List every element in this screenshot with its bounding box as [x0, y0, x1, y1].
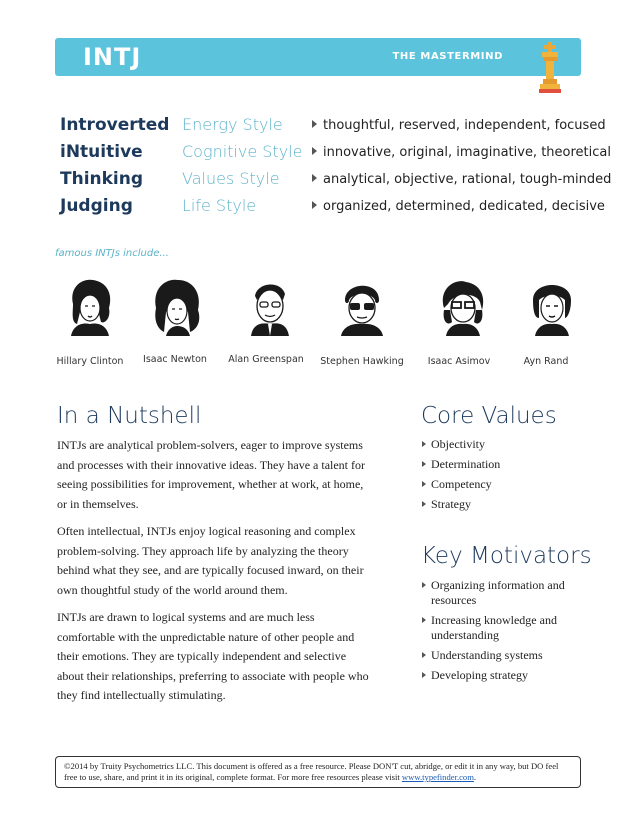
famous-label: famous INTJs include... — [55, 248, 169, 259]
famous-person-name: Ayn Rand — [523, 356, 569, 367]
portrait-stephen-hawking — [335, 278, 389, 336]
dimension-description — [312, 172, 611, 187]
bullet-arrow-icon — [312, 201, 317, 209]
portrait-isaac-newton — [150, 278, 204, 336]
nutshell-paragraph: INTJs are analytical problem-solvers, eager to improve systems and processes with their innovative ideas. They have a talent for seeing possibilities for improvement, whether at work, at home, or in themselves. — [57, 438, 366, 511]
footer-end: . — [473, 772, 477, 782]
nutshell-body — [57, 436, 372, 714]
dimension-description-text: innovative, original, imaginative, theoretical — [323, 145, 611, 160]
portrait-ayn-rand — [525, 278, 579, 336]
dimension-description-text: thoughtful, reserved, independent, focused — [323, 118, 606, 133]
bullet-arrow-icon — [312, 120, 317, 128]
dimension-name: Thinking — [60, 169, 144, 189]
dimension-row — [60, 196, 605, 223]
motivator-item: Developing strategy — [422, 668, 592, 683]
nutshell-paragraph: Often intellectual, INTJs enjoy logical reasoning and complex problem-solving. They approach life by analyzing the theory behind what they see, and are typically focused inward, on their own thoughtful study of the world around them. — [57, 524, 364, 597]
dimension-category: Energy Style — [182, 115, 283, 134]
nutshell-heading: In a Nutshell — [57, 403, 202, 429]
dimension-row — [60, 169, 612, 196]
portrait-alan-greenspan — [243, 278, 297, 336]
typefinder-link[interactable]: www.typefinder.com — [401, 772, 474, 782]
dimension-description — [312, 118, 606, 133]
bullet-arrow-icon — [312, 174, 317, 182]
bullet-arrow-icon — [312, 147, 317, 155]
key-motivators-heading: Key Motivators — [421, 543, 592, 569]
dimension-category: Values Style — [182, 169, 280, 188]
header-banner — [55, 38, 581, 76]
dimension-description — [312, 145, 611, 160]
dimension-description-text: organized, determined, dedicated, decisive — [323, 199, 605, 214]
core-value-item: Determination — [422, 457, 592, 472]
dimension-name: Judging — [60, 196, 133, 216]
dimension-description-text: analytical, objective, rational, tough-minded — [323, 172, 612, 187]
portrait-isaac-asimov — [436, 278, 490, 336]
core-value-item: Strategy — [422, 497, 592, 512]
key-motivators-list — [422, 578, 592, 688]
dimension-description — [312, 199, 605, 214]
chess-king-icon — [538, 42, 562, 94]
dimension-name: iNtuitive — [60, 142, 143, 162]
dimension-row — [60, 142, 611, 169]
motivator-item: Organizing information and resources — [422, 578, 592, 608]
famous-person-name: Isaac Newton — [143, 354, 207, 365]
dimension-category: Cognitive Style — [182, 142, 303, 161]
core-value-item: Competency — [422, 477, 592, 492]
nutshell-paragraph: INTJs are drawn to logical systems and are much less comfortable with the unpredictable nature of other people and their emotions. They are typically independent and selective about their relationships, preferring to associate with people who they find intellectually stimulating. — [57, 610, 369, 702]
core-value-item: Objectivity — [422, 437, 592, 452]
famous-person-name: Isaac Asimov — [427, 356, 491, 367]
famous-person-name: Stephen Hawking — [320, 356, 404, 367]
copyright-footer — [55, 756, 581, 788]
core-values-list — [422, 437, 592, 517]
footer-text: ©2014 by Truity Psychometrics LLC. This document is offered as a free resource. Please DON'T cut, abridge, or edit it in any way, but DO feel free to use, share, and print it in its original, complete format. For more free resources please visit — [64, 761, 559, 782]
famous-person-name: Alan Greenspan — [228, 354, 304, 365]
dimension-category: Life Style — [182, 196, 257, 215]
core-values-heading: Core Values — [421, 403, 557, 429]
motivator-item: Increasing knowledge and understanding — [422, 613, 592, 643]
dimension-row — [60, 115, 606, 142]
type-nickname: THE MASTERMIND — [392, 51, 503, 62]
portrait-hillary-clinton — [63, 278, 117, 336]
dimension-name: Introverted — [60, 115, 170, 135]
motivator-item: Understanding systems — [422, 648, 592, 663]
famous-person-name: Hillary Clinton — [56, 356, 124, 367]
type-code: INTJ — [83, 43, 142, 71]
